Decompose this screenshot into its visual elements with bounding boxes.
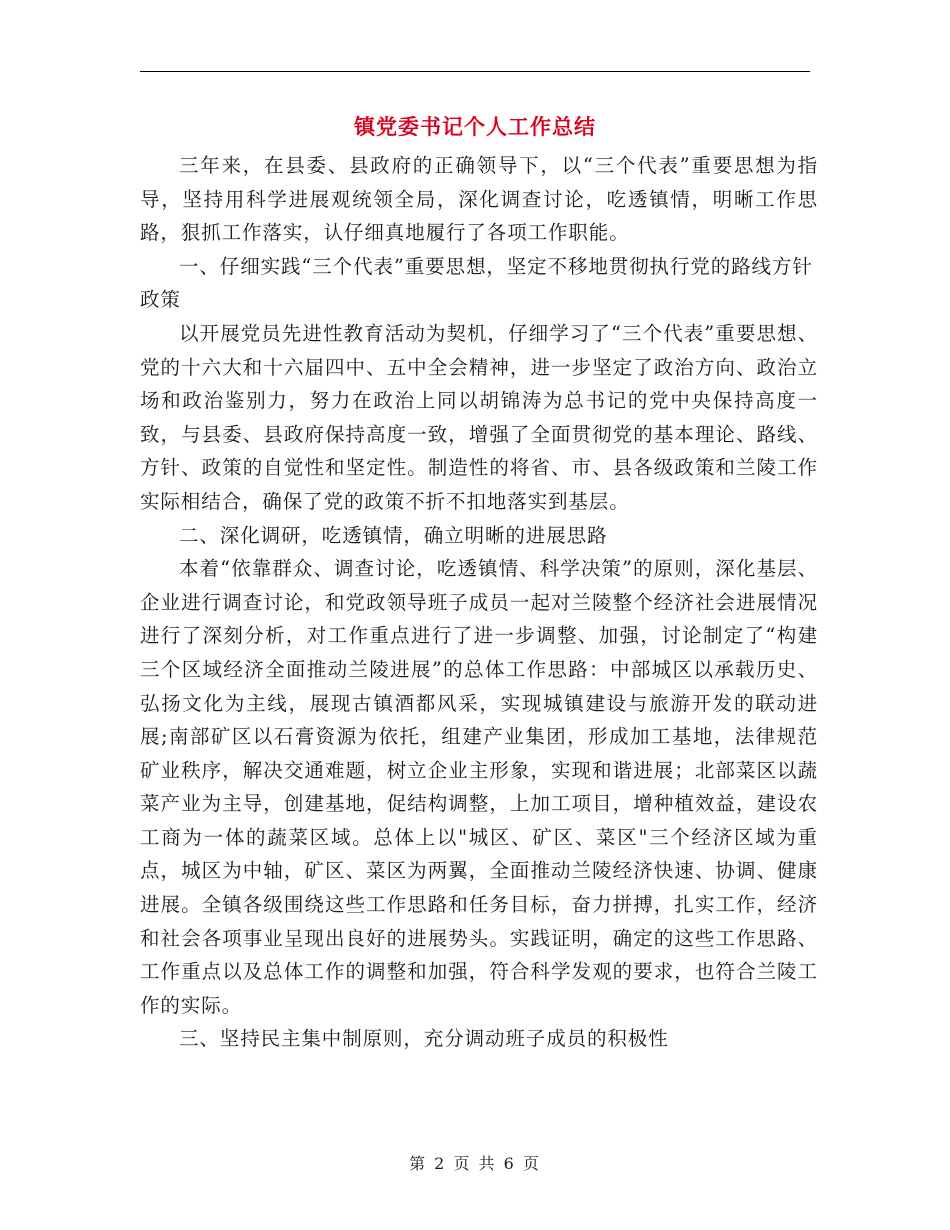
section-heading-1: 一、仔细实践“三个代表”重要思想，坚定不移地贯彻执行党的路线方针政策 xyxy=(140,254,813,312)
document-body xyxy=(140,149,818,1056)
section-heading-3: 三、坚持民主集中制原则，充分调动班子成员的积极性 xyxy=(179,1027,669,1051)
section-1-paragraph: 以开展党员先进性教育活动为契机，仔细学习了“三个代表”重要思想、党的十六大和十六届四中、五中全会精神，进一步坚定了政治方向、政治立场和政治鉴别力，努力在政治上同以胡锦涛为总书记的党中央保持高度一致，与县委、县政府保持高度一致，增强了全面贯彻党的基本理论、路线、方针、政策的自觉性和坚定性。制造性的将省、市、县各级政策和兰陵工作实际相结合，确保了党的政策不折不扣地落实到基层。 xyxy=(140,321,818,513)
section-heading-2: 二、深化调研，吃透镇情，确立明晰的进展思路 xyxy=(179,523,608,547)
section-2-paragraph: 本着“依靠群众、调查讨论，吃透镇情、科学决策”的原则，深化基层、企业进行调查讨论，和党政领导班子成员一起对兰陵整个经济社会进展情况进行了深刻分析，对工作重点进行了进一步调整、加强，讨论制定了“构建三个区域经济全面推动兰陵进展”的总体工作思路：中部城区以承载历史、弘扬文化为主线，展现古镇酒都风采，实现城镇建设与旅游开发的联动进展;南部矿区以石膏资源为依托，组建产业集团，形成加工基地，法律规范矿业秩序，解决交通难题，树立企业主形象，实现和谐进展；北部菜区以蔬菜产业为主导，创建基地，促结构调整，上加工项目，增种植效益，建设农工商为一体的蔬菜区域。总体上以"城区、矿区、菜区"三个经济区域为重点，城区为中轴，矿区、菜区为两翼，全面推动兰陵经济快速、协调、健康进展。全镇各级围绕这些工作思路和任务目标，奋力拼搏，扎实工作，经济和社会各项事业呈现出良好的进展势头。实践证明，确定的这些工作思路、工作重点以及总体工作的调整和加强，符合科学发观的要求，也符合兰陵工作的实际。 xyxy=(140,557,818,1017)
document-title: 镇党委书记个人工作总结 xyxy=(354,114,596,139)
header-rule xyxy=(140,71,810,72)
intro-paragraph: 三年来，在县委、县政府的正确领导下，以“三个代表”重要思想为指导，坚持用科学进展观统领全局，深化调查讨论，吃透镇情，明晰工作思路，狠抓工作落实，认仔细真地履行了各项工作职能。 xyxy=(140,154,818,245)
page-number-footer: 第 2 页 共 6 页 xyxy=(409,1154,541,1173)
